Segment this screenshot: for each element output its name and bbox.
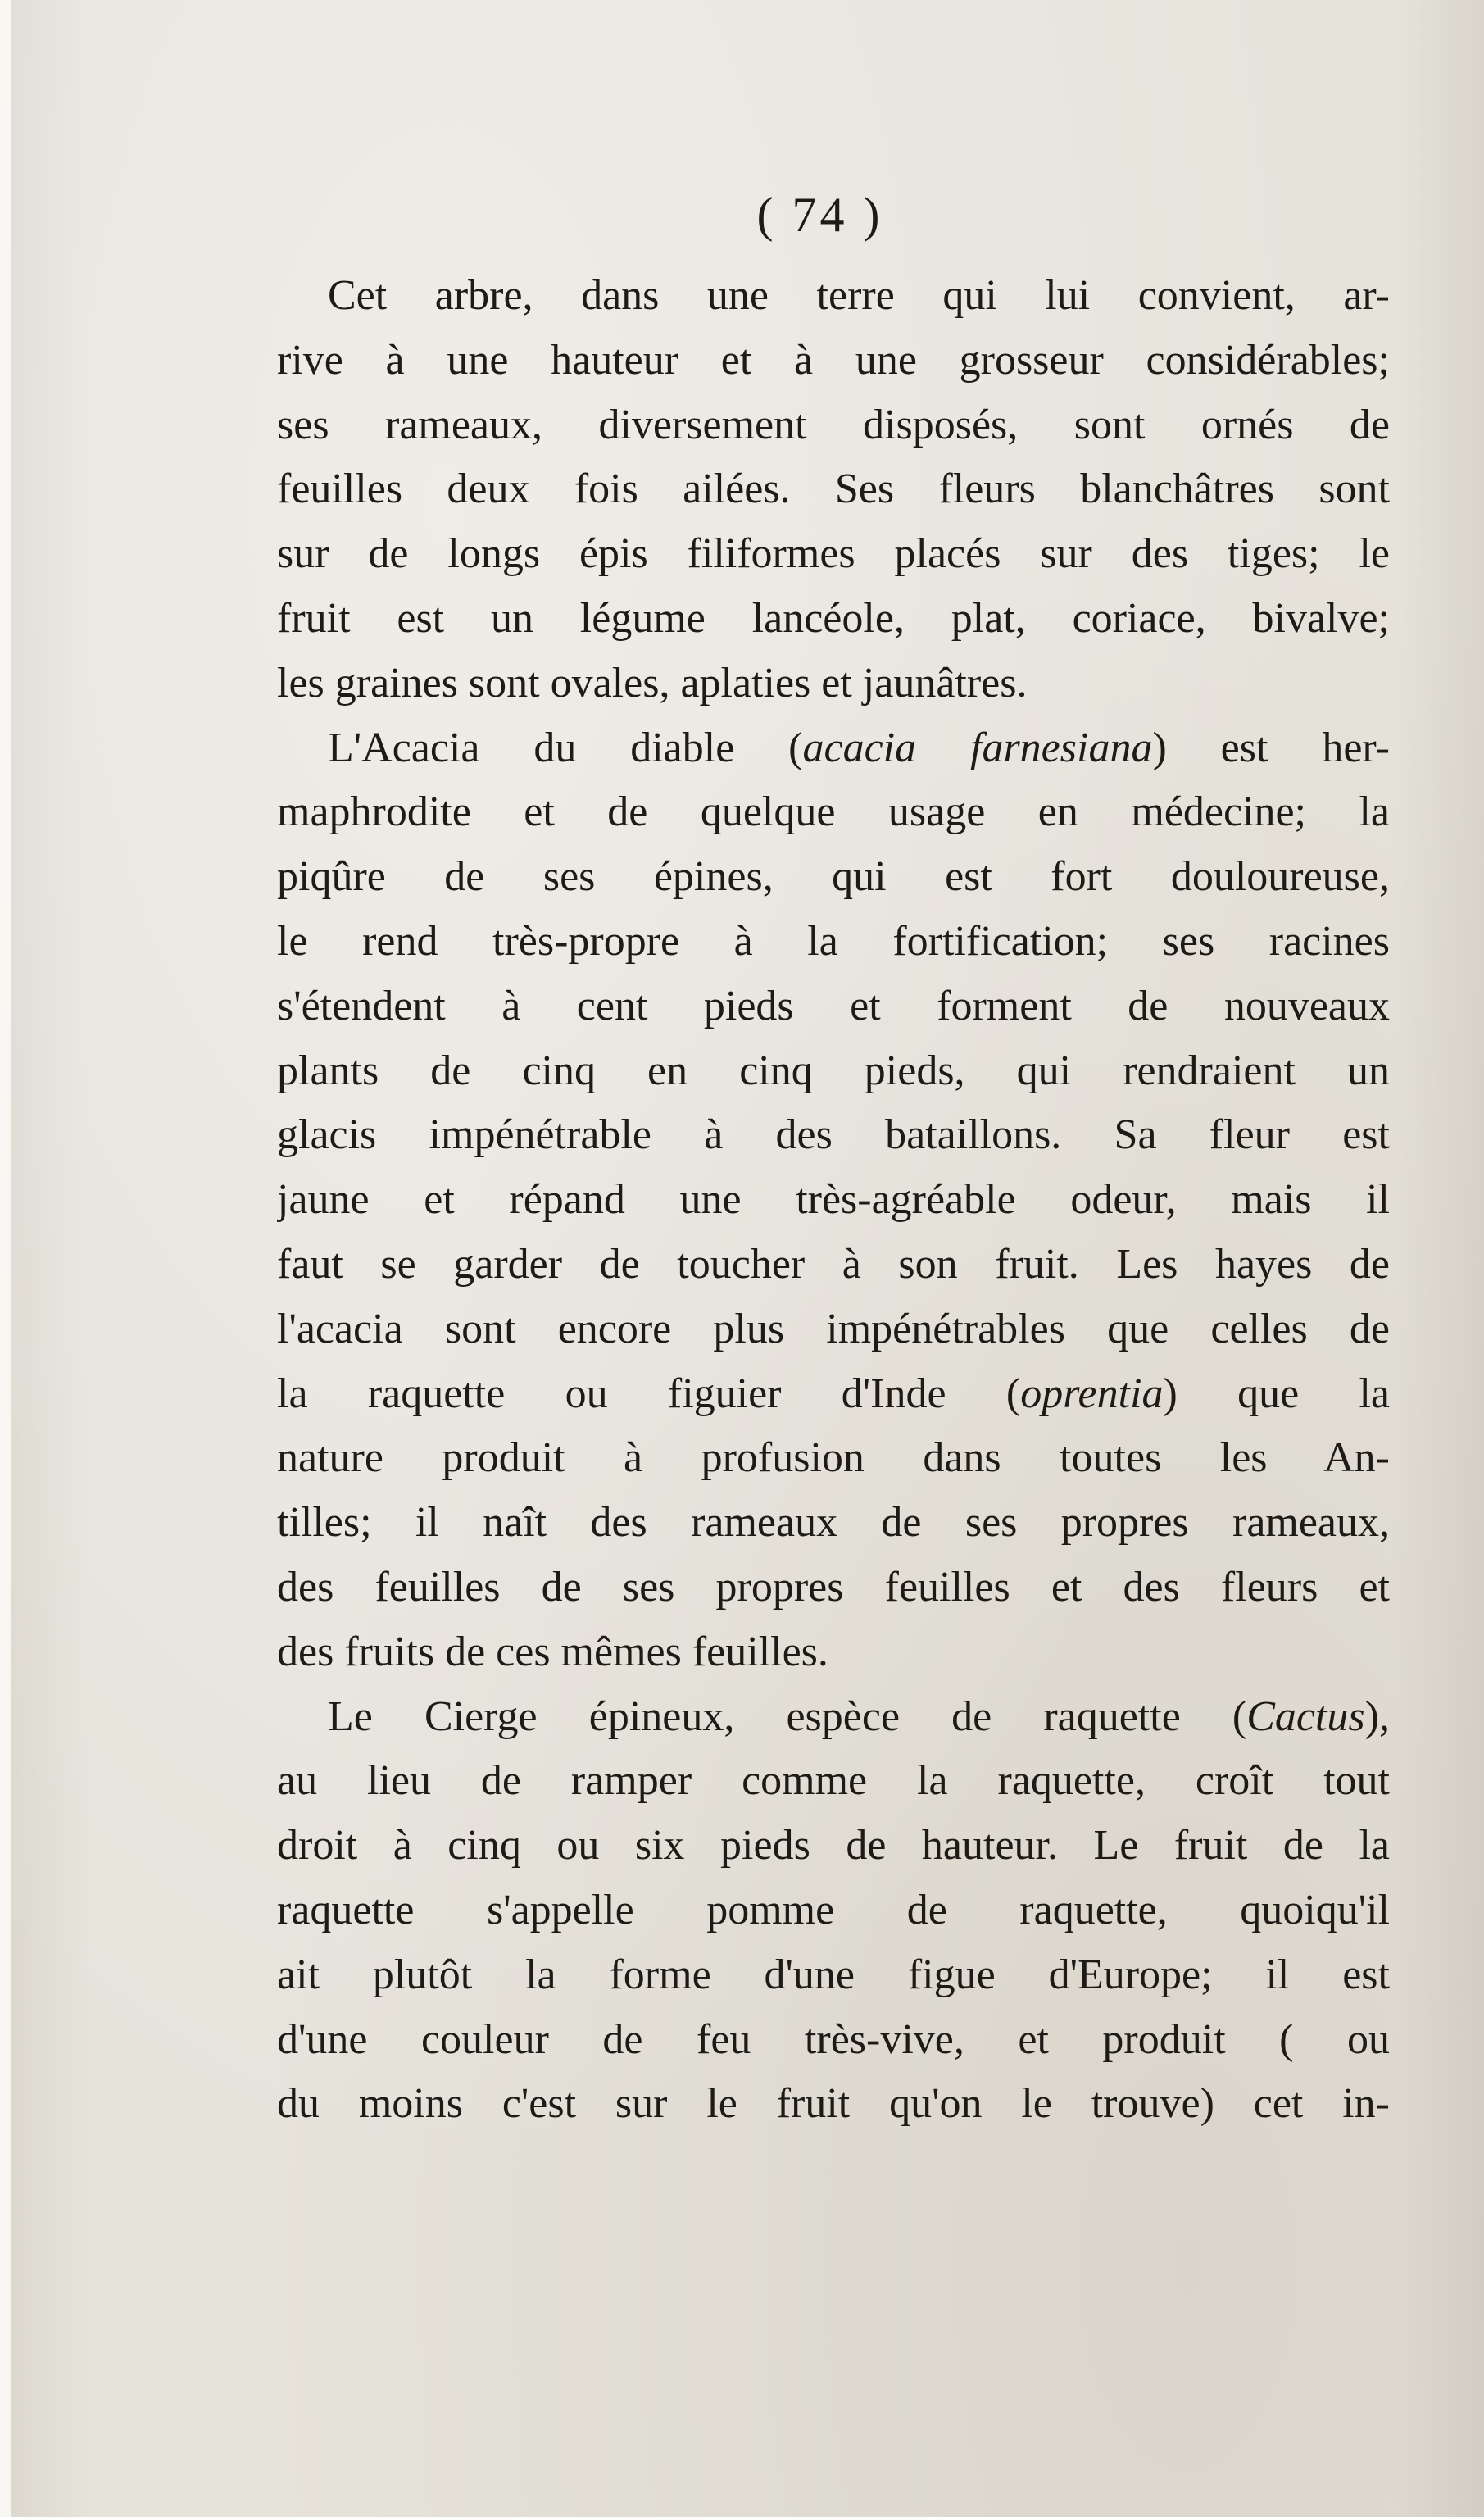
- text-run: ) que la: [1163, 1370, 1390, 1417]
- body-text: [277, 264, 1390, 2137]
- text-line: nature produit à profusion dans toutes les An-: [277, 1434, 1390, 1482]
- scan-margin-strip: [0, 0, 11, 2517]
- text-run: ),: [1364, 1692, 1390, 1740]
- text-line: des feuilles de ses propres feuilles et des fleurs et: [277, 1563, 1390, 1611]
- text-line: jaune et répand une très-agréable odeur, mais il: [277, 1176, 1390, 1224]
- text-line: sur de longs épis filiformes placés sur des tiges; le: [277, 530, 1390, 578]
- text-run: L'Acacia du diable (: [328, 724, 803, 771]
- text-line: s'étendent à cent pieds et forment de nouveaux: [277, 982, 1390, 1029]
- text-line: feuilles deux fois ailées. Ses fleurs blanchâtres sont: [277, 466, 1390, 513]
- text-line: [277, 1362, 1390, 1427]
- text-line: fruit est un légume lancéole, plat, coriace, bivalve;: [277, 594, 1390, 642]
- text-line: d'une couleur de feu très-vive, et produit ( ou: [277, 2015, 1390, 2063]
- text-line: tilles; il naît des rameaux de ses propres rameaux,: [277, 1499, 1390, 1547]
- text-line: les graines sont ovales, aplaties et jaunâtres.: [277, 659, 1028, 706]
- text-line: raquette s'appelle pomme de raquette, quoiqu'il: [277, 1886, 1390, 1933]
- page-number: ( 74 ): [756, 188, 883, 242]
- text-line: faut se garder de toucher à son fruit. Les hayes de: [277, 1240, 1390, 1288]
- italic-term: oprentia: [1020, 1370, 1164, 1417]
- text-run: ) est her-: [1152, 724, 1390, 771]
- text-line: [277, 716, 1390, 781]
- text-line: rive à une hauteur et à une grosseur considérables;: [277, 336, 1390, 384]
- italic-term: Cactus: [1246, 1692, 1365, 1740]
- text-line: du moins c'est sur le fruit qu'on le trouve) cet in-: [277, 2080, 1390, 2128]
- text-line: des fruits de ces mêmes feuilles.: [277, 1628, 828, 1675]
- text-line: ait plutôt la forme d'une figue d'Europe; il est: [277, 1951, 1390, 1998]
- text-line: droit à cinq ou six pieds de hauteur. Le fruit de la: [277, 1822, 1390, 1870]
- text-line: piqûre de ses épines, qui est fort douloureuse,: [277, 853, 1390, 901]
- text-run: la raquette ou figuier d'Inde (: [277, 1370, 1021, 1417]
- text-line: Cet arbre, dans une terre qui lui convient, ar-: [328, 272, 1390, 319]
- text-line: l'acacia sont encore plus impénétrables que celles de: [277, 1305, 1390, 1352]
- text-line: ses rameaux, diversement disposés, sont ornés de: [277, 401, 1390, 448]
- text-line: [277, 1685, 1390, 1750]
- text-line: plants de cinq en cinq pieds, qui rendraient un: [277, 1047, 1390, 1094]
- text-run: Le Cierge épineux, espèce de raquette (: [328, 1692, 1247, 1740]
- text-line: au lieu de ramper comme la raquette, croît tout: [277, 1757, 1390, 1805]
- text-line: glacis impénétrable à des bataillons. Sa fleur est: [277, 1111, 1390, 1159]
- italic-term: acacia farnesiana: [802, 724, 1153, 771]
- text-line: maphrodite et de quelque usage en médecine; la: [277, 788, 1390, 836]
- text-line: le rend très-propre à la fortification; ses racines: [277, 917, 1390, 965]
